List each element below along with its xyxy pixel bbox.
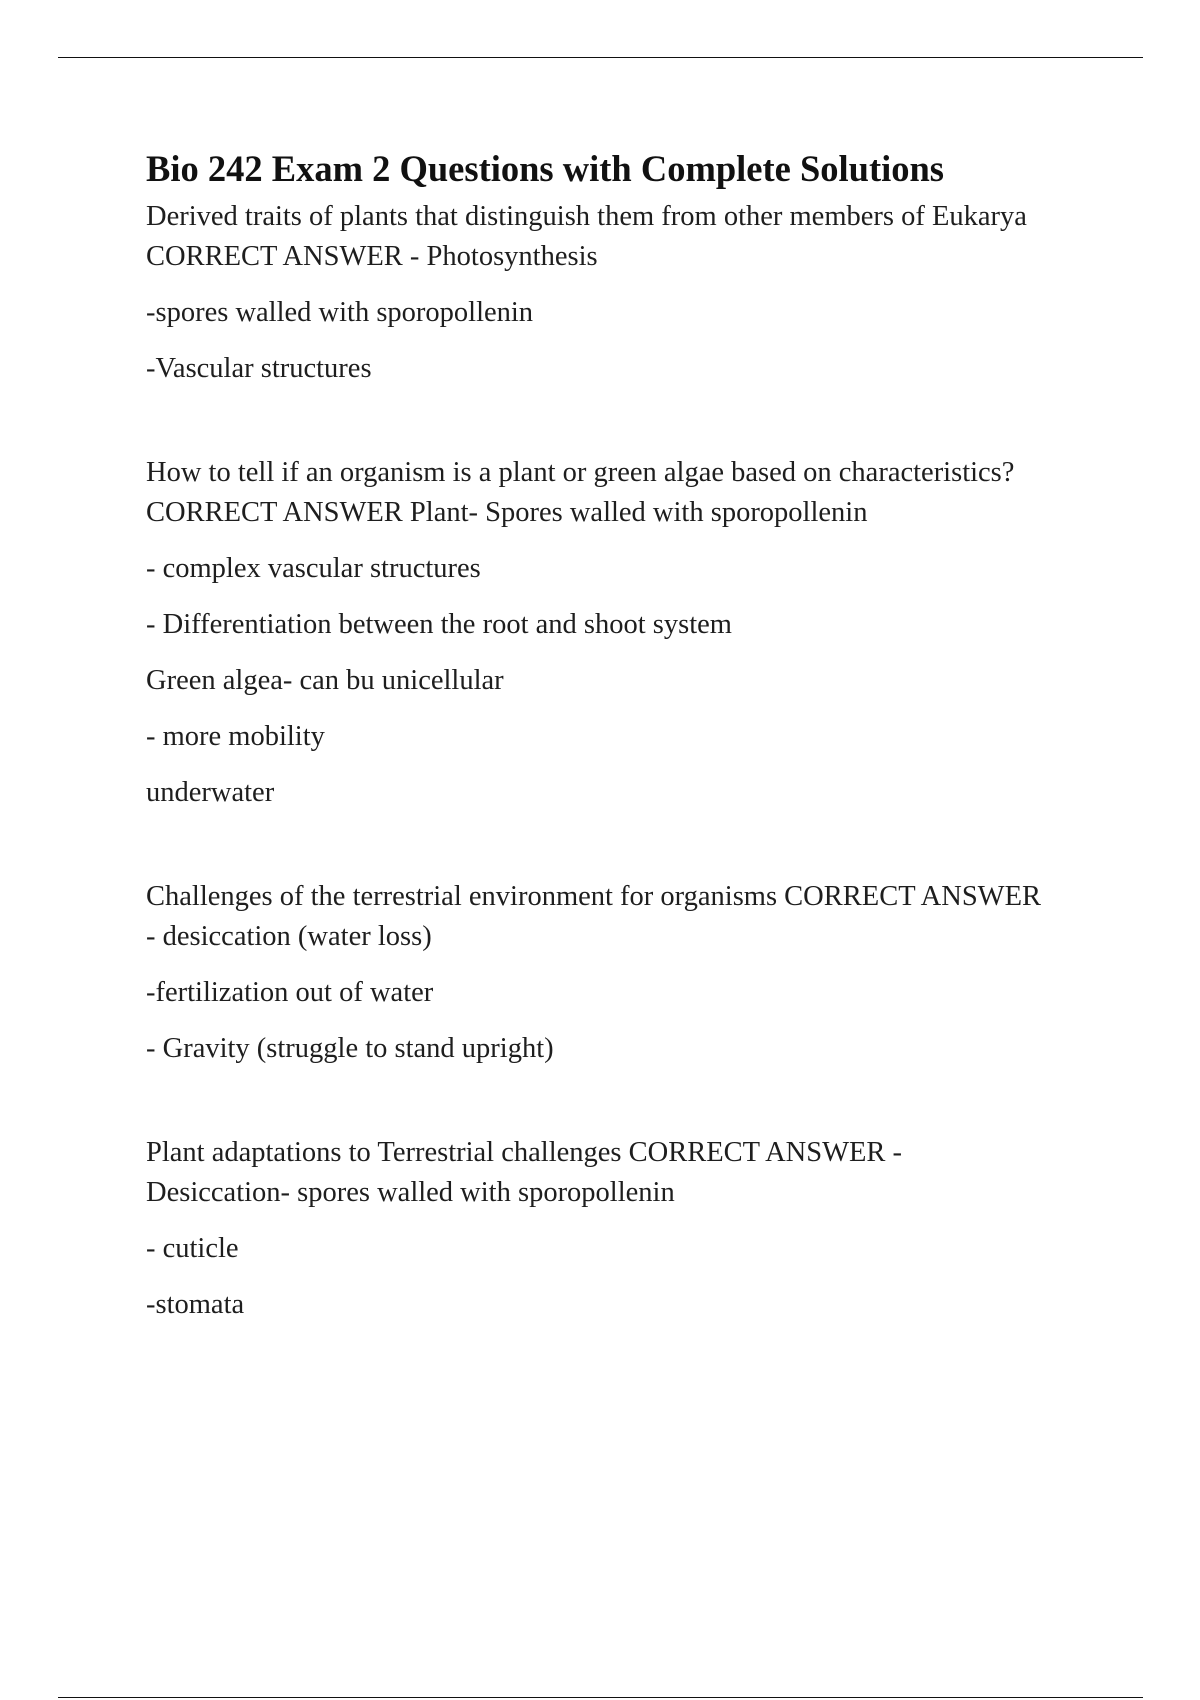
document-body [146,145,1046,1341]
question-block-3 [146,877,1046,1069]
spacer [146,1085,1046,1133]
top-rule [58,57,1143,58]
answer-line: - more mobility [146,721,325,752]
answer-line: Green algea- can bu unicellular [146,665,504,696]
answer-line: underwater [146,777,275,808]
answer-line: -stomata [146,1289,245,1320]
answer-line: -Vascular structures [146,353,372,384]
answer-line: -spores walled with sporopollenin [146,297,534,328]
answer-line: - Differentiation between the root and shoot system [146,609,732,640]
question-block-2 [146,453,1046,813]
question-text: Challenges of the terrestrial environment for organisms CORRECT ANSWER - desiccation (water loss) [146,881,1041,952]
spacer [146,405,1046,453]
answer-line: - Gravity (struggle to stand upright) [146,1033,554,1064]
answer-line: -fertilization out of water [146,977,434,1008]
document-title: Bio 242 Exam 2 Questions with Complete Solutions [146,148,945,189]
bottom-rule [58,1697,1143,1698]
answer-line: - cuticle [146,1233,239,1264]
question-block-1 [146,197,1046,389]
question-text: How to tell if an organism is a plant or green algae based on characteristics? CORRECT ANSWER Plant- Spores walled with sporopollenin [146,457,1015,528]
question-text: Derived traits of plants that distinguish them from other members of Eukarya CORRECT ANSWER - Photosynthesis [146,201,1027,272]
question-block-4 [146,1133,1046,1325]
spacer [146,829,1046,877]
question-text: Plant adaptations to Terrestrial challenges CORRECT ANSWER - Desiccation- spores walled with sporopollenin [146,1137,903,1208]
answer-line: - complex vascular structures [146,553,481,584]
